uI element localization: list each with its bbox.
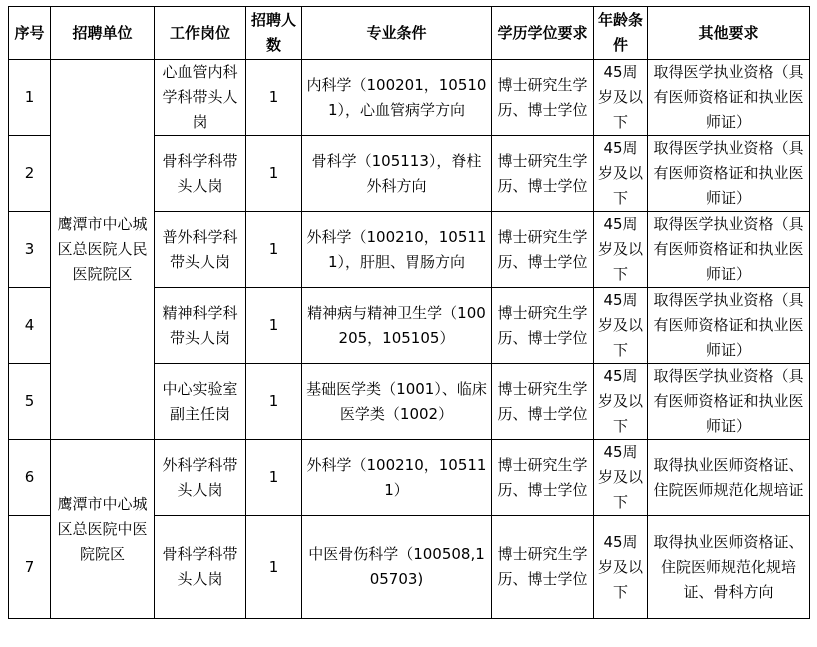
header-count: 招聘人数 <box>246 7 302 60</box>
cell-index: 7 <box>9 516 51 619</box>
cell-count: 1 <box>246 288 302 364</box>
cell-major: 外科学（100210，105111） <box>302 440 492 516</box>
cell-age: 45周岁及以下 <box>594 516 648 619</box>
header-degree: 学历学位要求 <box>492 7 594 60</box>
cell-count: 1 <box>246 516 302 619</box>
cell-age: 45周岁及以下 <box>594 212 648 288</box>
cell-count: 1 <box>246 364 302 440</box>
cell-index: 6 <box>9 440 51 516</box>
cell-index: 1 <box>9 60 51 136</box>
recruitment-table <box>8 6 810 619</box>
cell-major: 精神病与精神卫生学（100205，105105） <box>302 288 492 364</box>
cell-count: 1 <box>246 136 302 212</box>
header-age: 年龄条件 <box>594 7 648 60</box>
cell-other: 取得医学执业资格（具有医师资格证和执业医师证） <box>648 288 810 364</box>
cell-index: 4 <box>9 288 51 364</box>
cell-position: 骨科学科带头人岗 <box>155 136 246 212</box>
cell-major: 基础医学类（1001）、临床医学类（1002） <box>302 364 492 440</box>
cell-age: 45周岁及以下 <box>594 60 648 136</box>
cell-major: 中医骨伤科学（100508,105703) <box>302 516 492 619</box>
cell-index: 5 <box>9 364 51 440</box>
cell-position: 骨科学科带头人岗 <box>155 516 246 619</box>
cell-other: 取得医学执业资格（具有医师资格证和执业医师证） <box>648 364 810 440</box>
cell-degree: 博士研究生学历、博士学位 <box>492 212 594 288</box>
cell-position: 中心实验室副主任岗 <box>155 364 246 440</box>
cell-degree: 博士研究生学历、博士学位 <box>492 440 594 516</box>
cell-degree: 博士研究生学历、博士学位 <box>492 516 594 619</box>
cell-count: 1 <box>246 212 302 288</box>
cell-major: 外科学（100210，105111），肝胆、胃肠方向 <box>302 212 492 288</box>
cell-degree: 博士研究生学历、博士学位 <box>492 364 594 440</box>
cell-other: 取得医学执业资格（具有医师资格证和执业医师证） <box>648 136 810 212</box>
header-unit: 招聘单位 <box>51 7 155 60</box>
cell-position: 心血管内科学科带头人岗 <box>155 60 246 136</box>
cell-age: 45周岁及以下 <box>594 136 648 212</box>
cell-major: 骨科学（105113），脊柱外科方向 <box>302 136 492 212</box>
cell-other: 取得医学执业资格（具有医师资格证和执业医师证） <box>648 60 810 136</box>
cell-age: 45周岁及以下 <box>594 288 648 364</box>
header-row <box>9 7 810 60</box>
cell-degree: 博士研究生学历、博士学位 <box>492 60 594 136</box>
cell-count: 1 <box>246 440 302 516</box>
cell-other: 取得医学执业资格（具有医师资格证和执业医师证） <box>648 212 810 288</box>
cell-other: 取得执业医师资格证、住院医师规范化规培证、骨科方向 <box>648 516 810 619</box>
table-row <box>9 60 810 136</box>
cell-unit: 鹰潭市中心城区总医院人民医院院区 <box>51 60 155 440</box>
cell-other: 取得执业医师资格证、住院医师规范化规培证 <box>648 440 810 516</box>
cell-age: 45周岁及以下 <box>594 364 648 440</box>
cell-age: 45周岁及以下 <box>594 440 648 516</box>
cell-degree: 博士研究生学历、博士学位 <box>492 288 594 364</box>
cell-index: 2 <box>9 136 51 212</box>
header-major: 专业条件 <box>302 7 492 60</box>
cell-position: 精神科学科带头人岗 <box>155 288 246 364</box>
cell-count: 1 <box>246 60 302 136</box>
header-position: 工作岗位 <box>155 7 246 60</box>
cell-major: 内科学（100201，105101），心血管病学方向 <box>302 60 492 136</box>
cell-degree: 博士研究生学历、博士学位 <box>492 136 594 212</box>
table-row <box>9 440 810 516</box>
cell-position: 普外科学科带头人岗 <box>155 212 246 288</box>
cell-position: 外科学科带头人岗 <box>155 440 246 516</box>
header-index: 序号 <box>9 7 51 60</box>
header-other: 其他要求 <box>648 7 810 60</box>
cell-unit: 鹰潭市中心城区总医院中医院院区 <box>51 440 155 619</box>
cell-index: 3 <box>9 212 51 288</box>
